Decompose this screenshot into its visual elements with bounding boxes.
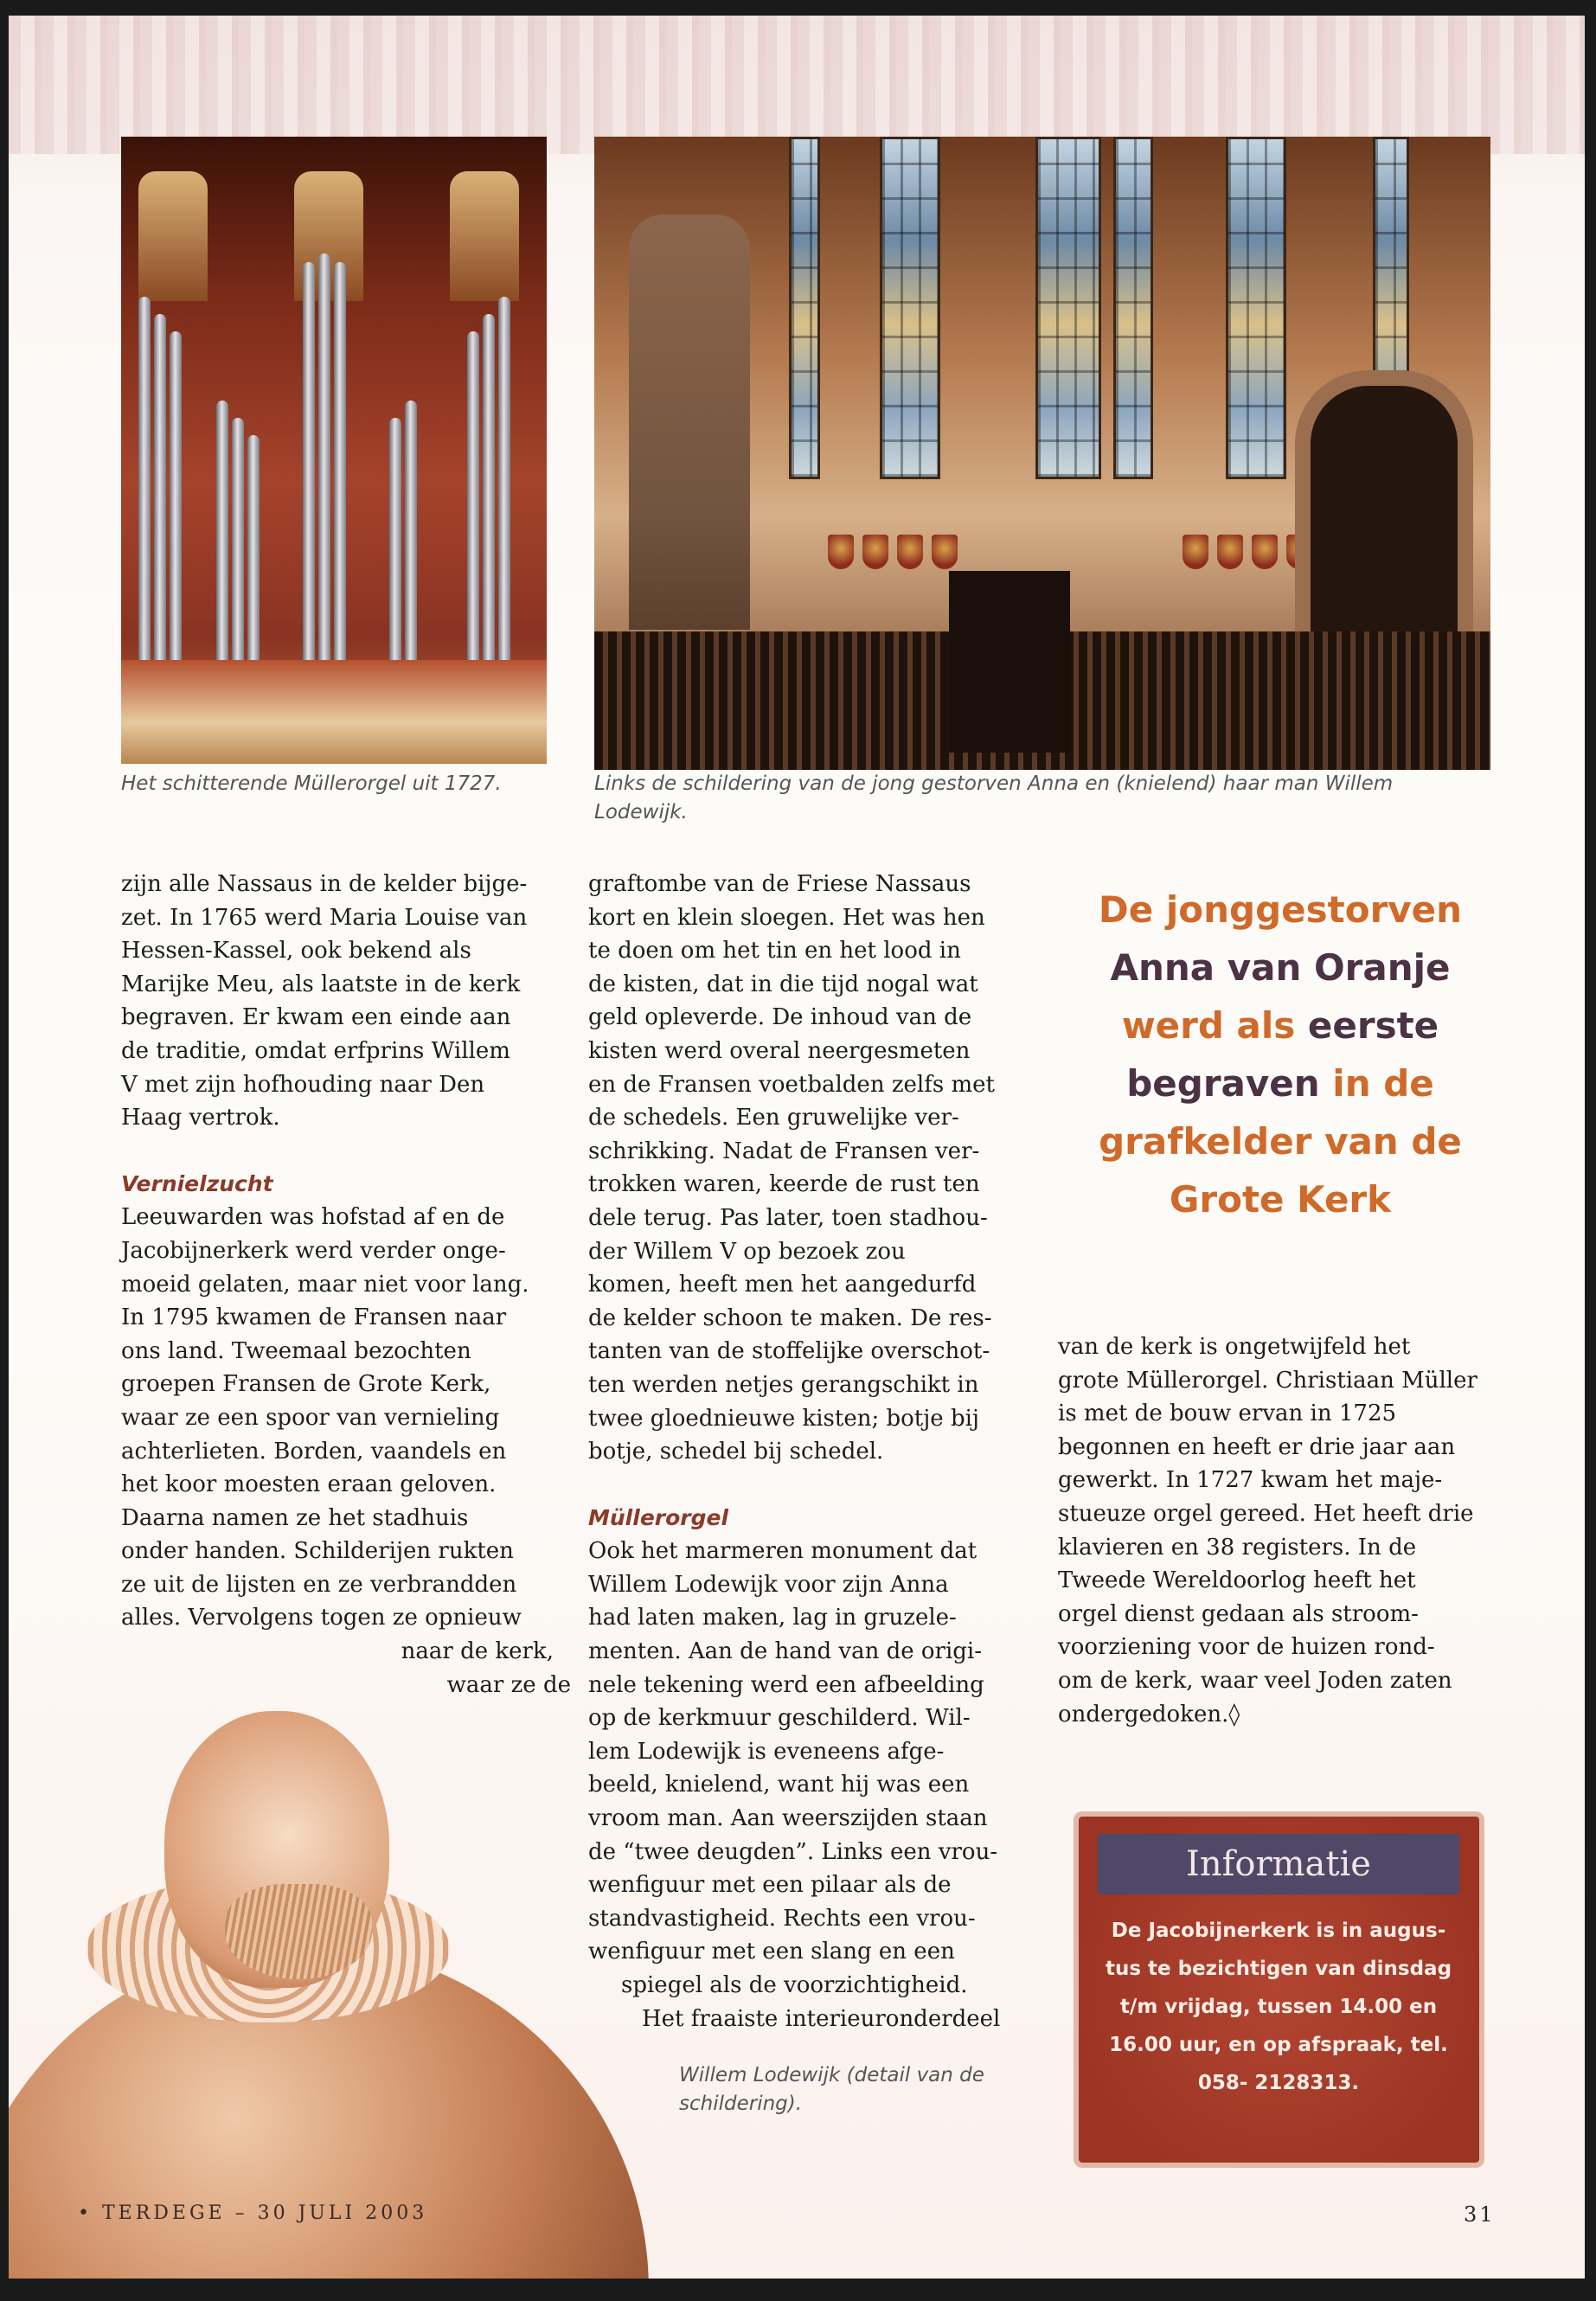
organ-base xyxy=(121,660,547,764)
wall-monument xyxy=(629,215,750,630)
stained-glass-window xyxy=(1226,137,1286,479)
pull-quote-line: grafkelder van de xyxy=(1099,1120,1462,1163)
pull-quote-fragment: werd als xyxy=(1121,1004,1296,1047)
pull-quote-line: Grote Kerk xyxy=(1169,1178,1392,1221)
pull-quote-fragment: begraven xyxy=(1126,1062,1320,1105)
footer-issue: • TERDEGE – 30 JULI 2003 xyxy=(78,2202,428,2224)
paragraph-line: Het fraaiste interieuronderdeel xyxy=(642,2005,1001,2032)
paragraph: zijn alle Nassaus in de kelder bijge- zet. In 1765 werd Maria Louise van Hessen-Kassel, ook bekend als Marijke Meu, als laatste in de kerk begraven. Er kwam een einde aan de traditie, omdat erfprins Willem V met zijn hofhouding naar Den Haag vertrok. xyxy=(121,871,528,1131)
stained-glass-window xyxy=(880,137,940,479)
willem-lodewijk-portrait xyxy=(9,1685,666,2279)
stained-glass-window xyxy=(1113,137,1153,479)
top-decorative-band xyxy=(9,16,1585,154)
text-column-3: van de kerk is ongetwijfeld het grote Müllerorgel. Christiaan Müller is met de bouw ervan in 1725 begonnen en heeft er drie jaar aan gewerkt. In 1727 kwam het maje- stueuze orgel gereed. Het heeft drie klavieren en 38 registers. In de Tweede Wereldoorlog heeft het orgel dienst gedaan als stroom- voorziening voor de huizen rond- om de kerk, waar veel Joden zaten ondergedoken.◊ xyxy=(1058,1334,1477,1727)
stained-glass-window xyxy=(1035,137,1101,479)
pull-quote-fragment: eerste xyxy=(1307,1004,1439,1047)
paragraph: graftombe van de Friese Nassaus kort en klein sloegen. Het was hen te doen om het tin en het lood in de kisten, dat in die tijd nogal wat geld opleverde. De inhoud van de kisten werd overal neergesmeten en de Fransen voetbalden zelfs met de schedels. Een gruwelijke ver- schrikking. Nadat de Fransen ver- trokken waren, keerde de rust ten dele terug. Pas later, toen stadhou- der Willem V op bezoek zou komen, heeft men het aangedurfd de kelder schoon te maken. De res- tanten van de stoffelijke overschot- ten werden netjes gerangschikt in twee gloednieuwe kisten; botje bij botje, schedel bij schedel. xyxy=(588,871,995,1465)
pull-quote-line: De jonggestorven xyxy=(1098,888,1463,931)
organ-photo-caption: Het schitterende Müllerorgel uit 1727. xyxy=(121,772,502,795)
paragraph: Leeuwarden was hofstad af en de Jacobijnerkerk werd verder onge- moeid gelaten, maar niet voor lang. In 1795 kwamen de Fransen naar ons land. Tweemaal bezochten groepen Fransen de Grote Kerk, waar ze een spoor van vernieling achterlieten. Borden, vaandels en het koor moesten eraan geloven. Daarna namen ze het stadhuis onder handen. Schilderijen rukten ze uit de lijsten en ze verbrandden alles. Vervolgens togen ze opnieuw xyxy=(121,1204,529,1631)
page-number: 31 xyxy=(1464,2202,1496,2227)
pull-quote xyxy=(1064,881,1497,1228)
pull-quote-fragment: in de xyxy=(1332,1062,1434,1105)
paragraph-line: waar ze de xyxy=(446,1671,571,1698)
information-box xyxy=(1079,1817,1479,2163)
doorway-arch xyxy=(1295,370,1473,661)
information-body: De Jacobijnerkerk is in augus- tus te bezichtigen van dinsdag t/m vrijdag, tussen 14.00 en 16.00 uur, en op afspraak, tel. 058- 2128313. xyxy=(1105,1920,1452,2094)
text-column-1 xyxy=(121,868,571,1702)
organ-tower-left xyxy=(138,171,208,301)
portrait-beard xyxy=(225,1884,372,1979)
pull-quote-line: Anna van Oranje xyxy=(1110,946,1451,989)
church-interior-photo xyxy=(594,137,1490,770)
paragraph: Ook het marmeren monument dat Willem Lodewijk voor zijn Anna had laten maken, lag in gruzele- menten. Aan de hand van de origi- nele tekening werd een afbeelding op de kerkmuur geschilderd. Wil- lem Lodewijk is eveneens afge- beeld, knielend, want hij was een vroom man. Aan weerszijden staan de “twee deugden”. Links een vrou- wenfiguur met een pilaar als de standvastigheid. Rechts een vrou- wenfiguur met een slang en een xyxy=(588,1538,998,1965)
stained-glass-window xyxy=(789,137,820,479)
portrait-caption: Willem Lodewijk (detail van de schildering). xyxy=(679,2064,984,2115)
tomb xyxy=(949,571,1070,753)
subhead-vernielzucht: Vernielzucht xyxy=(121,1170,273,1196)
church-photo-caption: Links de schildering van de jong gestorven Anna en (knielend) haar man Willem Lodewijk. xyxy=(594,772,1394,824)
magazine-page xyxy=(9,16,1585,2279)
organ-tower-right xyxy=(450,171,519,301)
paragraph-line: spiegel als de voorzichtigheid. xyxy=(621,1972,968,1998)
subhead-mullerorgel: Müllerorgel xyxy=(588,1504,729,1530)
organ-photo xyxy=(121,137,547,764)
information-title: Informatie xyxy=(1098,1834,1459,1894)
paragraph-line: naar de kerk, xyxy=(401,1638,554,1665)
